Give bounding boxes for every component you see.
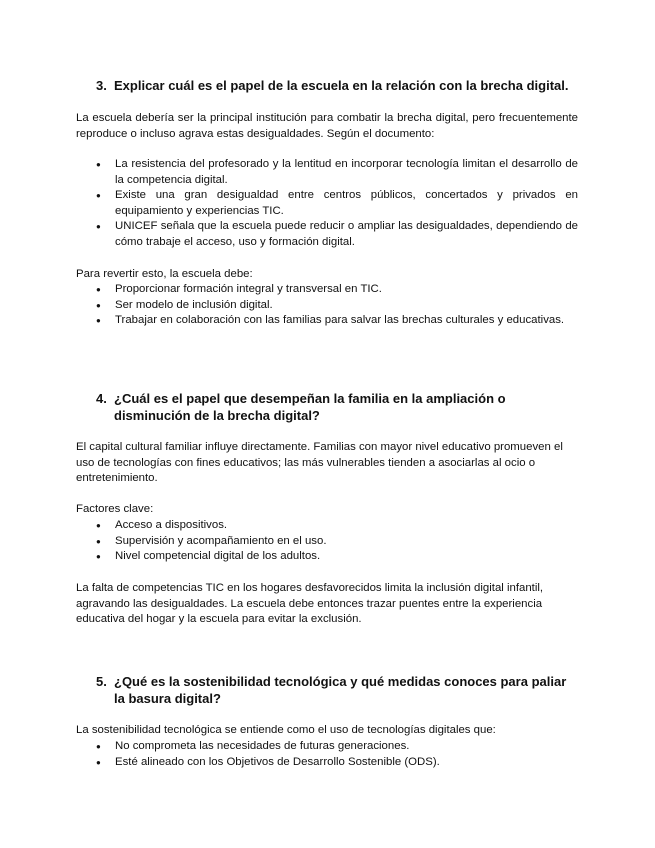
- section-4-closing: La falta de competencias TIC en los hogares desfavorecidos limita la inclusión digital infantil, agravando las desigualdades. La escuela debe entonces trazar puentes entre la experiencia educativa del hogar y la escuela para evitar la exclusión.: [76, 582, 544, 626]
- section-5-heading: [96, 674, 578, 707]
- section-4-factors: [76, 518, 578, 565]
- list-item: ● UNICEF señala que la escuela puede reducir o ampliar las desigualdades, dependiendo de cómo trabaje el acceso, uso y formación digital.: [76, 219, 578, 250]
- section-4-heading: [96, 391, 578, 424]
- section-4-number: 4.: [96, 391, 107, 406]
- section-5-title: ¿Qué es la sostenibilidad tecnológica y qué medidas conoces para paliar la basura digital?: [114, 674, 567, 706]
- section-3-actions: [76, 282, 578, 329]
- section-4-lead: Factores clave:: [76, 503, 154, 515]
- list-item: ● Trabajar en colaboración con las familias para salvar las brechas culturales y educativas.: [76, 313, 578, 329]
- list-item: ● Ser modelo de inclusión digital.: [76, 298, 578, 314]
- section-5-bullets: [76, 739, 578, 770]
- list-item: ● Esté alineado con los Objetivos de Desarrollo Sostenible (ODS).: [76, 755, 578, 771]
- section-5-number: 5.: [96, 674, 107, 689]
- section-3-lead: Para revertir esto, la escuela debe:: [76, 268, 253, 280]
- section-3-number: 3.: [96, 78, 107, 93]
- list-item: ● Proporcionar formación integral y transversal en TIC.: [76, 282, 578, 298]
- list-item: ● Nivel competencial digital de los adultos.: [76, 549, 578, 565]
- list-item: ● Acceso a dispositivos.: [76, 518, 578, 534]
- section-3-bullets: [76, 157, 578, 251]
- section-4-title: ¿Cuál es el papel que desempeñan la familia en la ampliación o disminución de la brecha digital?: [114, 391, 506, 423]
- section-5-intro: La sostenibilidad tecnológica se entiende como el uso de tecnologías digitales que:: [76, 724, 496, 736]
- section-3-intro: La escuela debería ser la principal institución para combatir la brecha digital, pero frecuentemente reproduce o incluso agrava estas desigualdades. Según el documento:: [76, 112, 578, 140]
- list-item: ● La resistencia del profesorado y la lentitud en incorporar tecnología limitan el desarrollo de la competencia digital.: [76, 157, 578, 188]
- section-3-title: Explicar cuál es el papel de la escuela en la relación con la brecha digital.: [114, 78, 569, 93]
- section-4-intro: El capital cultural familiar influye directamente. Familias con mayor nivel educativo promueven el uso de tecnologías con fines educativos; las más vulnerables tienden a asociarlas al ocio o entretenimiento.: [76, 441, 563, 485]
- list-item: ● No comprometa las necesidades de futuras generaciones.: [76, 739, 578, 755]
- section-3-heading: [96, 78, 578, 95]
- list-item: ● Supervisión y acompañamiento en el uso.: [76, 534, 578, 550]
- list-item: ● Existe una gran desigualdad entre centros públicos, concertados y privados en equipamiento y experiencias TIC.: [76, 188, 578, 219]
